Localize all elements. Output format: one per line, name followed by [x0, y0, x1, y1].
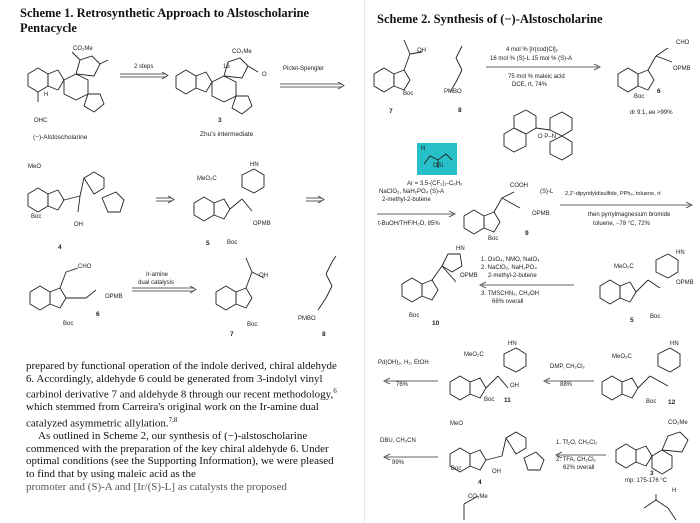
compound10-number: 10 — [432, 320, 440, 327]
step4-reagent-e: 66% overall — [492, 299, 524, 305]
s2-boc6-label: Boc — [634, 94, 645, 100]
step6-reagent-b: 88% — [560, 382, 573, 388]
scheme2-title: Scheme 2. Synthesis of (−)-Alstoscholarine — [377, 12, 603, 26]
paragraph-3: promoter and (S)-A and [Ir/(S)-L] as catalysts the proposed — [26, 480, 287, 493]
s2-compound8-number: 8 — [458, 107, 462, 114]
step4-reagent-a: 1. OsO₄, NMO, NaIO₄ — [481, 257, 540, 263]
step7-arrow — [380, 454, 440, 462]
compound5-number: 5 — [206, 240, 210, 247]
arrow-4-5 — [156, 196, 176, 204]
step1-line3: 75 mol % maleic acid — [508, 74, 565, 80]
s2-hn11-label: HN — [508, 341, 517, 347]
step7-reagent-b: 99% — [392, 460, 405, 466]
step2-reagent-b: 2-methyl-2-butene — [382, 197, 431, 203]
s2-boc11-label: Boc — [484, 397, 495, 403]
s2-compound4-number: 4 — [478, 479, 482, 486]
s2-oh11-label: OH — [510, 383, 519, 389]
step2-reagent-a: NaClO₂, NaH₂PO₄ — [379, 189, 429, 195]
oh-b-label: OH — [259, 273, 268, 279]
s2-opmb9-label: OPMB — [532, 211, 550, 217]
s2-co2me3-label: CO₂Me — [668, 420, 688, 426]
step4-reagent-d: 3. TMSCHN₂, CH₃OH — [481, 291, 539, 297]
step4-arrow — [476, 282, 574, 290]
compound4-structure — [24, 168, 144, 238]
column-divider — [364, 0, 365, 523]
oh-a-label: OH — [74, 222, 83, 228]
s2-h-bottom-label: H — [672, 488, 677, 494]
body-text — [26, 360, 344, 493]
step2-arrow — [377, 211, 459, 219]
s2-boc12-label: Boc — [646, 399, 657, 405]
s2-co2me-bottom-label: CO₂Me — [468, 494, 488, 500]
boc-c-label: Boc — [63, 321, 74, 327]
meo-label: MeO — [28, 164, 42, 170]
melting-point-label: mp: 175-176 °C — [625, 478, 668, 484]
s2-hn10-label: HN — [456, 246, 465, 252]
cho-label: CHO — [78, 264, 92, 270]
intermediate-number: 3 — [218, 117, 222, 124]
paragraph-1: prepared by functional operation of the indole derived, chiral aldehyde 6. Accordingly, aldehyde 6 could be generated from 3-indolyl vinyl carbinol derivative 7 and aldehyde 8 through our recent methodology, — [26, 360, 337, 401]
s2-meo2c12-label: MeO₂C — [612, 354, 632, 360]
compound12-number: 12 — [668, 399, 676, 406]
boc-d-label: Boc — [247, 322, 258, 328]
ligand-sl-structure — [508, 106, 578, 176]
ar-definition: Ar = 3,5-(CF₃)₂-C₆H₃ — [407, 181, 463, 187]
s2-compound7-number: 7 — [389, 108, 393, 115]
ir-amine-label: Ir-amine — [146, 272, 169, 278]
step8-reagent-b: 2. TFA, CH₂Cl₂ — [556, 457, 596, 463]
o-label: O — [262, 72, 267, 78]
paragraph-2: As outlined in Scheme 2, our synthesis of (−)-alstoscholarine commenced with the preparation of the key chiral aldehyde 6. Under optimal conditions (see the Supporting Information), we were pleased to find that by using maleic acid as the — [26, 430, 334, 481]
step3-reagent-b: then pyrrylmagnesium bromide — [588, 212, 671, 218]
s2-oh4-label: OH — [492, 469, 501, 475]
step5-reagent-b: 76% — [396, 382, 409, 388]
s2-compound4-structure — [446, 418, 546, 488]
n16-label: 16 — [223, 64, 230, 70]
s2-boc-label: Boc — [403, 91, 414, 97]
meo2c-label: MeO₂C — [197, 176, 217, 182]
sa-osi-label: OSi — [433, 163, 444, 169]
s2-oh-label: OH — [417, 48, 426, 54]
scheme1-title-line2: Pentacycle — [20, 21, 77, 35]
step1-line1: 4 mol % [Ir(cod)Cl]₂ — [506, 47, 559, 53]
s2-hn5-label: HN — [676, 250, 685, 256]
s2-meo4-label: MeO — [450, 421, 464, 427]
step3-arrow — [560, 202, 700, 210]
step6-reagent-a: DMP, CH₂Cl₂ — [550, 364, 585, 370]
compound10-structure — [398, 248, 478, 318]
paragraph-1-rest: which stemmed from Carreira's original work on the Ir-amine dual catalyzed asymmetric allylation. — [26, 401, 319, 430]
scheme1-title — [20, 6, 309, 36]
h-label: H — [44, 92, 49, 98]
step3-reagent-c: toluene, −78 °C, 72% — [593, 221, 650, 227]
ohc-label: OHC — [34, 118, 48, 124]
sl-pn-label: O P–N — [538, 134, 557, 140]
s2-boc10-label: Boc — [409, 313, 420, 319]
two-steps-label: 2 steps — [134, 64, 154, 70]
step3-reagent-a: 2,2'-dipyridyldisulfide, PPh₃, toluene, rt — [565, 191, 661, 197]
s2-boc4-label: Boc — [451, 466, 462, 472]
s2-compound6-number: 6 — [657, 88, 661, 95]
bottom-partial-structure-2 — [616, 492, 696, 523]
target-name: (−)-Alstoscholarine — [33, 134, 88, 141]
s2-opmb10-label: OPMB — [460, 273, 478, 279]
scheme2-compounds-7-8 — [370, 34, 480, 114]
s2-opmb5-label: OPMB — [676, 280, 694, 286]
opmb-b-label: OPMB — [105, 294, 123, 300]
boc-b-label: Boc — [227, 240, 238, 246]
s2-opmb-label: OPMB — [673, 66, 691, 72]
co2me-mid-label: CO₂Me — [232, 49, 252, 55]
s2-hn12-label: HN — [670, 341, 679, 347]
citation-6: 6 — [333, 387, 337, 396]
step5-arrow — [380, 378, 440, 386]
sl-label: (S)-L — [540, 189, 554, 195]
step1-arrow — [486, 64, 604, 72]
sa-n-label: N — [421, 146, 426, 152]
s2-pmbo-label: PMBO — [444, 89, 462, 95]
s2-dr-ee-label: dr 9:1, ee >99% — [630, 110, 673, 116]
pmbo-label: PMBO — [298, 316, 316, 322]
scheme1-title-line1: Scheme 1. Retrosynthetic Approach to Alstoscholarine — [20, 6, 310, 20]
pictet-spengler-arrow — [280, 82, 346, 90]
sa-label: (S)-A — [430, 189, 444, 195]
two-steps-arrow — [120, 72, 170, 80]
step5-reagent-a: Pd(OH)₂, H₂, EtOH — [378, 360, 429, 366]
dual-catalysis-label: dual catalysis — [138, 280, 175, 286]
step8-reagent-a: 1. Tf₂O, CH₂Cl₂ — [556, 440, 598, 446]
s2-meo2c11-label: MeO₂C — [464, 352, 484, 358]
hn-label: HN — [250, 162, 259, 168]
step1-line2: 16 mol % (S)-L 15 mol % (S)-A — [490, 56, 573, 62]
compound6-number: 6 — [96, 311, 100, 318]
step4-reagent-c: 2-methyl-2-butene — [488, 273, 537, 279]
step7-reagent-a: DBU, CH₃CN — [380, 438, 416, 444]
pictet-label: Pictet-Spengler — [283, 66, 325, 72]
intermediate-name: Zhu's intermediate — [200, 131, 254, 138]
s2-boc5-label: Boc — [650, 314, 661, 320]
compound4-number: 4 — [58, 244, 62, 251]
ir-amine-arrow — [132, 286, 198, 294]
compound11-number: 11 — [504, 397, 511, 404]
compound9-number: 9 — [525, 230, 529, 237]
co2me-label: CO₂Me — [73, 46, 93, 52]
compound7-number: 7 — [230, 331, 234, 338]
step1-line4: DCE, rt, 74% — [512, 82, 548, 88]
s2-compound3-number: 3 — [650, 470, 654, 477]
s2-boc9-label: Boc — [488, 236, 499, 242]
step4-reagent-b: 2. NaClO₂, NaH₂PO₄ — [481, 265, 537, 271]
compound8-number: 8 — [322, 331, 326, 338]
s2-meo2c5-label: MeO₂C — [614, 264, 634, 270]
boc-a-label: Boc — [31, 214, 42, 220]
step8-reagent-c: 62% overall — [563, 465, 595, 471]
opmb-a-label: OPMB — [253, 221, 271, 227]
s2-compound5-number: 5 — [630, 317, 634, 324]
compound7-structure — [212, 252, 282, 327]
cooh-label: COOH — [510, 183, 528, 189]
citation-7-8: 7,8 — [168, 416, 178, 425]
s2-compound3-structure — [612, 418, 700, 478]
arrow-5-6 — [306, 196, 326, 204]
s2-cho-label: CHO — [676, 40, 690, 46]
compound8-structure — [312, 252, 352, 327]
step2-reagent-c: t-BuOH/THF/H₂O, 85% — [378, 221, 440, 227]
